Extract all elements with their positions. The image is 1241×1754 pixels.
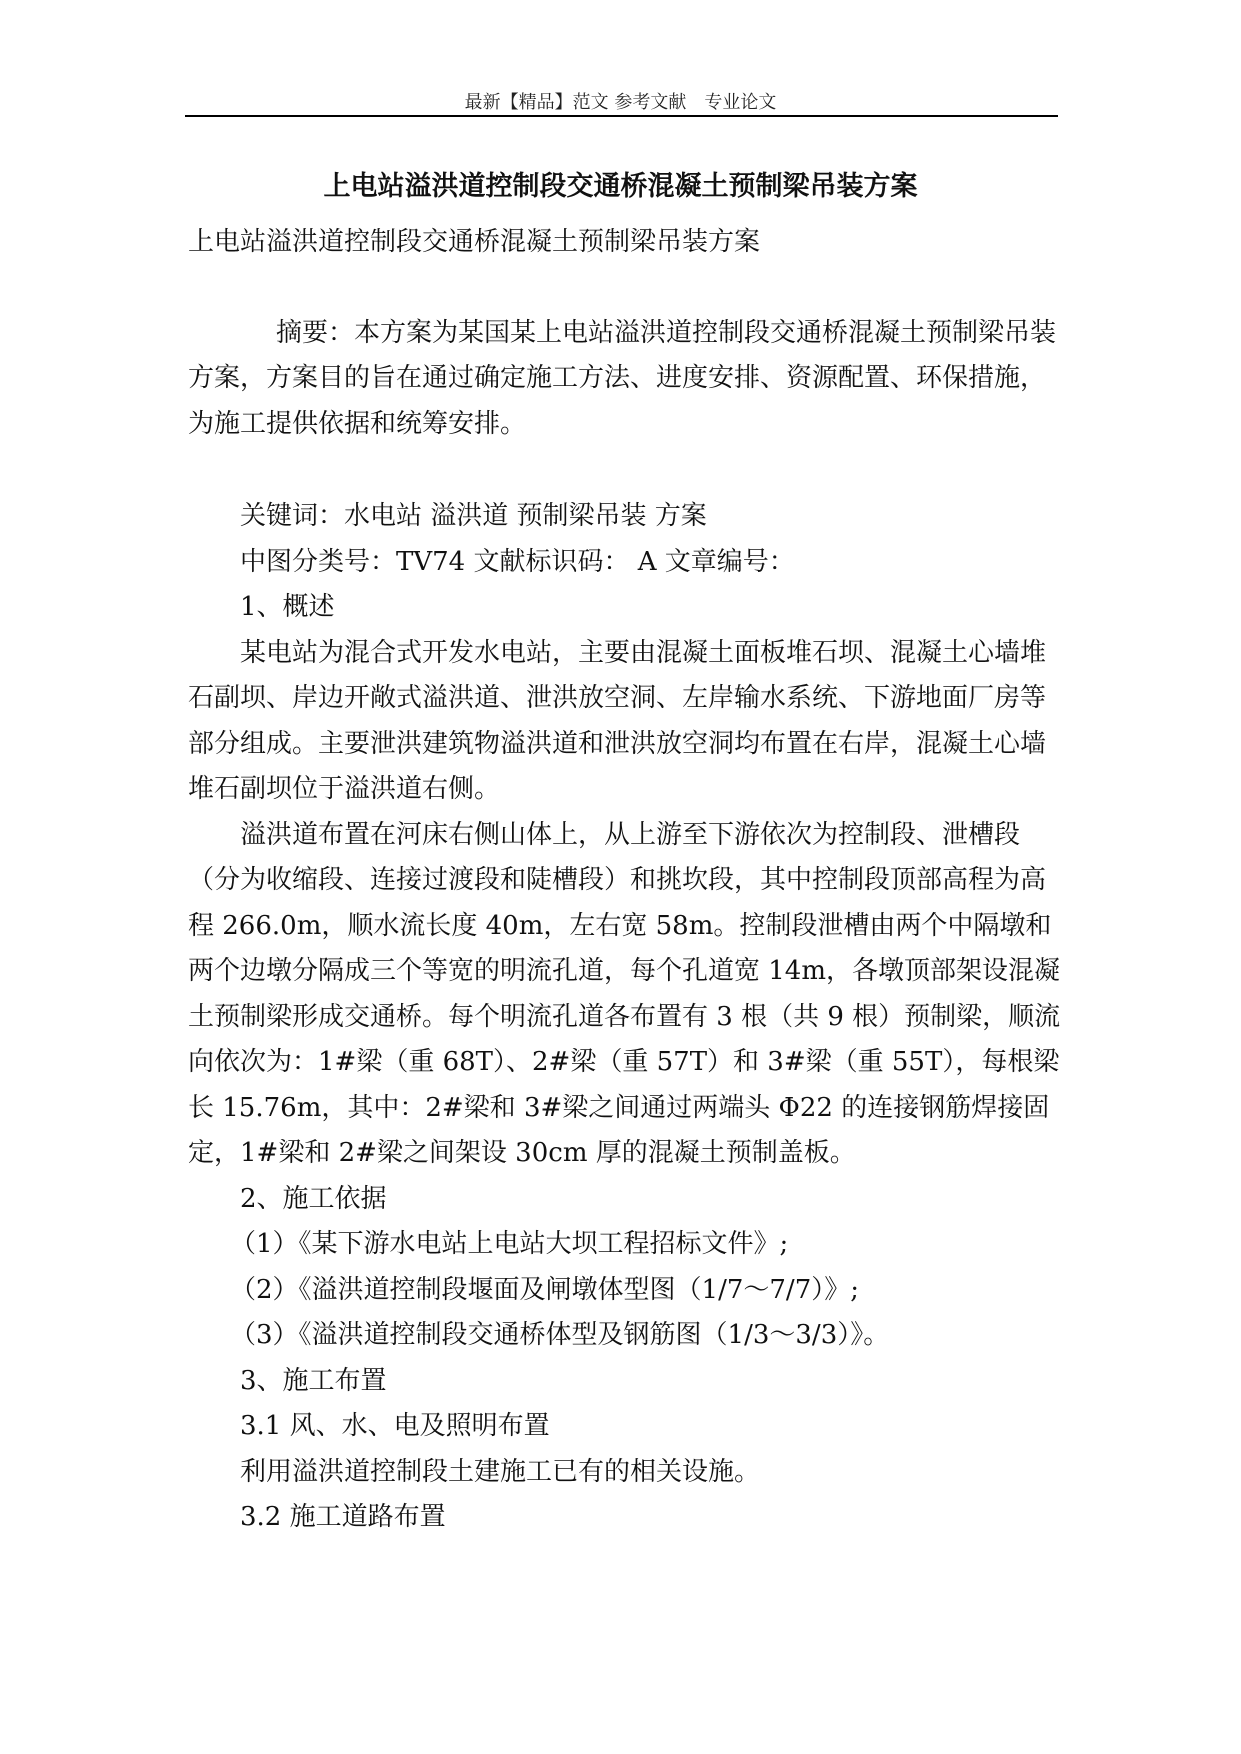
abstract-paragraph: 摘要：本方案为某国某上电站溢洪道控制段交通桥混凝土预制梁吊装方案，方案目的旨在通过确定施工方法、进度安排、资源配置、环保措施，为施工提供依据和统筹安排。 [188,317,1057,439]
classification-line: 中图分类号：TV74 文献标识码： A 文章编号： [240,546,795,577]
subsection-heading-roads: 3.2 施工道路布置 [240,1502,446,1532]
subsection-heading-utilities: 3.1 风、水、电及照明布置 [240,1411,550,1441]
header-divider [185,115,1058,117]
reference-item-3: （3）《溢洪道控制段交通桥体型及钢筋图（1/3～3/3）》。 [230,1320,890,1350]
section-heading-layout: 3、施工布置 [240,1365,387,1396]
section-heading-overview: 1、概述 [240,592,335,622]
keywords-line: 关键词：水电站 溢洪道 预制梁吊装 方案 [240,501,707,531]
utilities-paragraph: 利用溢洪道控制段土建施工已有的相关设施。 [240,1456,761,1487]
document-subtitle: 上电站溢洪道控制段交通桥混凝土预制梁吊装方案 [188,227,761,257]
document-body [188,220,1068,1541]
reference-item-2: （2）《溢洪道控制段堰面及闸墩体型图（1/7～7/7）》; [230,1274,859,1305]
page-header: 最新【精品】范文 参考文献 专业论文 [464,92,777,113]
overview-paragraph-1: 某电站为混合式开发水电站，主要由混凝土面板堆石坝、混凝土心墙堆石副坝、岸边开敞式溢洪道、泄洪放空洞、左岸输水系统、下游地面厂房等部分组成。主要泄洪建筑物溢洪道和泄洪放空洞均布置在右岸，混凝土心墙堆石副坝位于溢洪道右侧。 [188,637,1047,804]
spacer [188,447,1068,494]
document-title: 上电站溢洪道控制段交通桥混凝土预制梁吊装方案 [323,171,918,202]
spacer [188,266,1068,311]
reference-item-1: （1）《某下游水电站上电站大坝工程招标文件》; [230,1229,789,1259]
section-heading-basis: 2、施工依据 [240,1183,387,1214]
overview-paragraph-2: 溢洪道布置在河床右侧山体上，从上游至下游依次为控制段、泄槽段（分为收缩段、连接过渡段和陡槽段）和挑坎段，其中控制段顶部高程为高程 266.0m，顺水流长度 40m，左右宽 58m。控制段泄槽由两个中隔墩和两个边墩分隔成三个等宽的明流孔道，每个孔道宽 14m，各墩顶部架设混凝土预制梁形成交通桥。每个明流孔道各布置有 3 根（共 9 根）预制梁，顺流向依次为：1#梁（重 68T）、2#梁（重 57T）和 3#梁（重 55T），每根梁长 15.76m，其中：2#梁和 3#梁之间通过两端头 Φ22 的连接钢筋焊接固定，1#梁和 2#梁之间架设 30cm 厚的混凝土预制盖板。 [188,819,1061,1168]
